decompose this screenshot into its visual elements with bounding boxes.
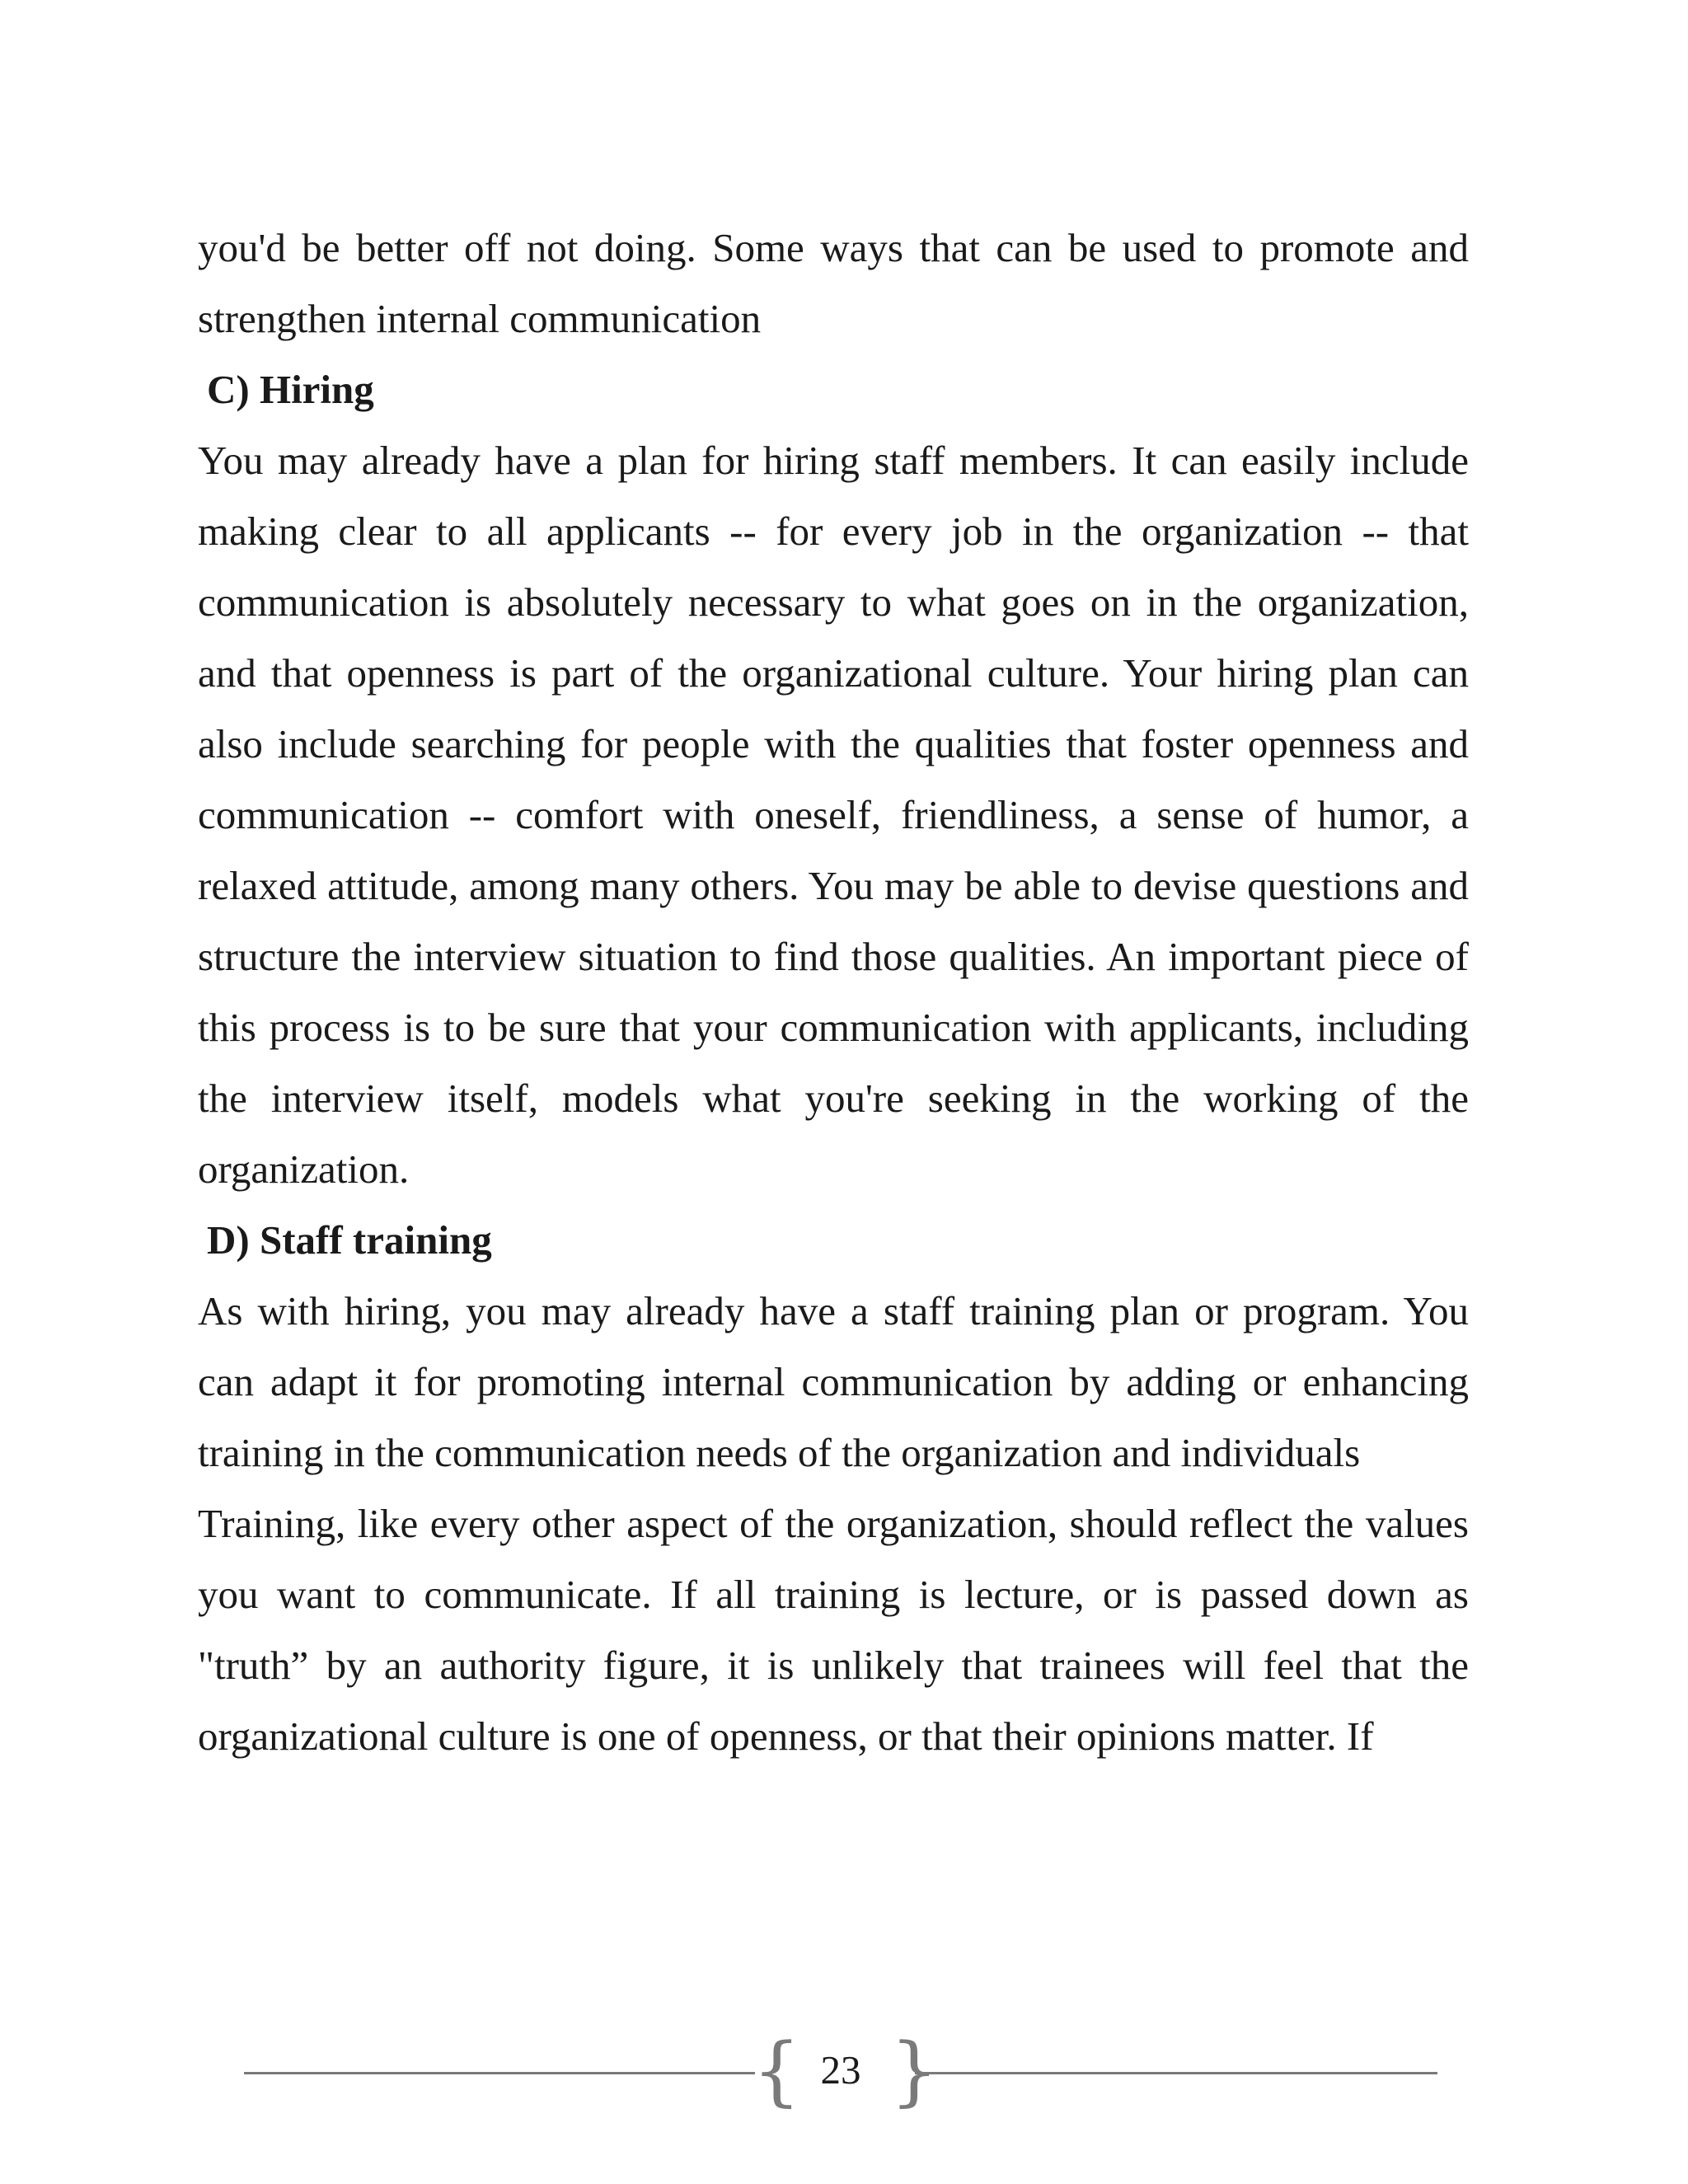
footer-rule-right — [915, 2072, 1437, 2074]
staff-training-heading: D) Staff training — [207, 1217, 492, 1263]
footer-bracket-left: { — [753, 2027, 801, 2115]
training-paragraph-1: As with hiring, you may already have a staff training plan or program. You can adapt it for promoting internal communication by adding or enhancing training in the communication needs of the organization and individuals — [198, 1288, 1469, 1475]
page-footer — [0, 2026, 1688, 2116]
hiring-heading: C) Hiring — [207, 367, 374, 412]
hiring-paragraph: You may already have a plan for hiring staff members. It can easily include making clear to all applicants -- for every job in the organization -- that communication is absolutely necessary to what goes on in the organization, and that openness is part of the organizational culture. Your hiring plan can also include searching for people with the qualities that foster openness and communication -- comfort with oneself, friendliness, a sense of humor, a relaxed attitude, among many others. You may be able to devise questions and structure the interview situation to find those qualities. An important piece of this process is to be sure that your communication with applicants, including the interview itself, models what you're seeking in the working of the organization. — [198, 438, 1469, 1192]
page-content — [198, 213, 1469, 1772]
footer-rule-left — [244, 2072, 755, 2074]
page-number: 23 — [820, 2047, 861, 2093]
intro-paragraph: you'd be better off not doing. Some ways that can be used to promote and strengthen internal communication — [198, 225, 1469, 341]
footer-bracket-right: } — [890, 2027, 939, 2115]
training-paragraph-2: Training, like every other aspect of the organization, should reflect the values you want to communicate. If all training is lecture, or is passed down as "truth” by an authority figure, it is unlikely that trainees will feel that the organizational culture is one of openness, or that their opinions matter. If — [198, 1501, 1469, 1759]
